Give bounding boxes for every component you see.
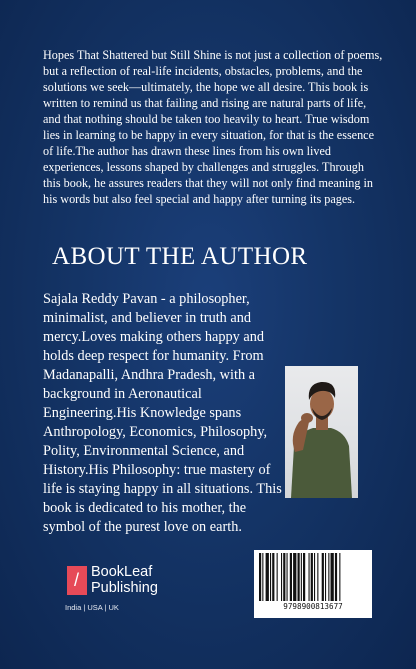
author-photo — [285, 366, 358, 498]
book-blurb: Hopes That Shattered but Still Shine is not just a collection of poems, but a reflection of real-life incidents, obstacles, problems, and the solutions we seek—ultimately, the hope we all desire. This book is written to remind us that failing and rising are natural parts of life, and that nothing should be taken too heavily to heart. True wisdom lies in learning to be happy in every situation, for that is the essence of life.The author has drawn these lines from his own lived experiences, lessons shaped by challenges and struggles. Through this book, he assures readers that they will not only find meaning in his words but also feel special and happy after turning its pages. — [43, 48, 383, 206]
barcode-bar — [259, 553, 261, 601]
barcode-bar — [283, 553, 285, 601]
barcode-bar — [266, 553, 269, 601]
barcode-bar — [262, 553, 263, 601]
barcode-bar — [331, 553, 334, 601]
isbn-barcode — [254, 550, 372, 618]
publisher-name-line2: Publishing — [91, 580, 158, 596]
barcode-bars — [259, 553, 367, 601]
publisher-name-line1: BookLeaf — [91, 564, 153, 580]
barcode-bar — [290, 553, 292, 601]
barcode-bar — [293, 553, 296, 601]
barcode-bar — [303, 553, 305, 601]
barcode-bar — [311, 553, 313, 601]
publisher-logo — [67, 566, 217, 616]
barcode-bar — [301, 553, 302, 601]
barcode-bar — [309, 553, 310, 601]
barcode-bar — [314, 553, 315, 601]
barcode-bar — [270, 553, 271, 601]
barcode-bar — [339, 553, 340, 601]
barcode-bar — [317, 553, 318, 601]
barcode-bar — [328, 553, 329, 601]
barcode-bar — [287, 553, 288, 601]
barcode-bar — [281, 553, 282, 601]
barcode-bar — [322, 553, 324, 601]
author-photo-illustration — [285, 366, 358, 498]
barcode-bar — [298, 553, 300, 601]
barcode-bar — [335, 553, 337, 601]
author-bio: Sajala Reddy Pavan - a philosopher, minimalist, and believer in truth and mercy.Loves making others happy and holds deep respect for humanity. From Madanapalli, Andhra Pradesh, with a background in Aeronautical Engineering.His Knowledge spans Anthropology, Economics, Philosophy, Polity, Environmental Science, and History.His Philosophy: true mastery of life is staying happy in all situations. This book is dedicated to his mother, the symbol of the purest love on earth. — [43, 291, 282, 535]
barcode-bar — [277, 553, 278, 601]
barcode-bar — [272, 553, 274, 601]
barcode-bar — [325, 553, 326, 601]
publisher-regions: India | USA | UK — [65, 603, 119, 612]
publisher-logo-mark: / — [67, 566, 87, 595]
about-author-heading: ABOUT THE AUTHOR — [52, 243, 308, 270]
isbn-number: 9798900813677 — [283, 602, 343, 611]
